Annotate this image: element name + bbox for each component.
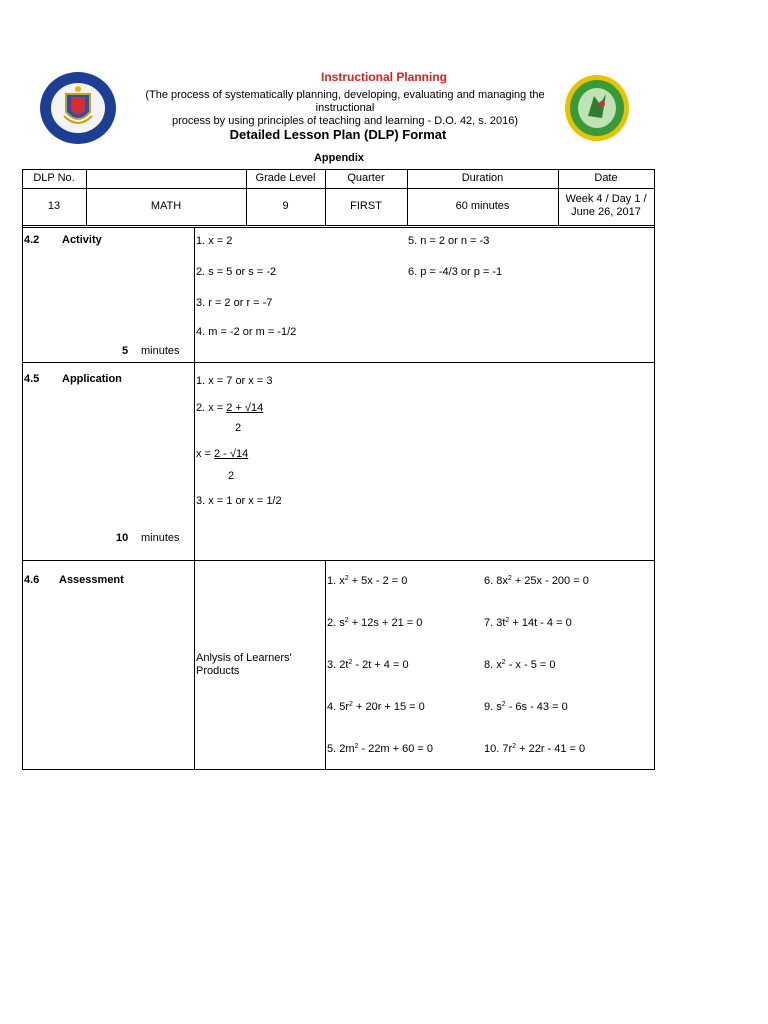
grade-level-value: 9 — [282, 200, 289, 212]
assessment-item: 9. $s^2 - 6s - 43 = 0$ — [484, 701, 568, 713]
table-border — [22, 225, 655, 226]
table-border — [22, 188, 655, 189]
header-grade-level: Grade Level — [255, 172, 316, 184]
table-border — [194, 227, 195, 770]
table-border — [325, 561, 326, 770]
table-border — [22, 362, 655, 363]
table-border — [22, 227, 655, 228]
activity-answer: 6. p = -4/3 or p = -1 — [408, 266, 503, 278]
activity-minutes-label: minutes — [141, 345, 180, 357]
assessment-item: 7. $3t^2 + 14t - 4 = 0$ — [484, 617, 572, 629]
learning-area: MATH — [150, 200, 182, 212]
header-quarter: Quarter — [347, 172, 385, 184]
assessment-item: 4. $5r^2 + 20r + 15 = 0$ — [327, 701, 425, 713]
assessment-item: 1. $x^2 + 5x - 2 = 0$ — [327, 575, 408, 587]
fraction-denominator: 2 — [235, 422, 242, 434]
assessment-item: 8. $x^2 - x - 5 = 0$ — [484, 659, 556, 671]
page-title: Instructional Planning — [320, 70, 447, 84]
table-border — [654, 169, 655, 770]
dlp-number: 13 — [47, 200, 61, 212]
table-border — [22, 560, 655, 561]
table-border — [22, 769, 655, 770]
assessment-item: 10. $7r^2 + 22r - 41 = 0$ — [484, 743, 586, 755]
header-dlp-no: DLP No. — [33, 172, 75, 184]
header-date: Date — [594, 172, 618, 184]
application-minutes-value: 10 — [116, 532, 129, 544]
activity-answer: 4. m = -2 or m = -1/2 — [196, 326, 297, 338]
activity-answer: 2. s = 5 or s = -2 — [196, 266, 277, 278]
activity-answer: 3. r = 2 or r = -7 — [196, 297, 273, 309]
page-description: (The process of systematically planning, developing, evaluating and managing the instructional process by using principles of teaching and learning - D.O. 42, s. 2016) — [145, 89, 545, 127]
activity-answer: 1. x = 2 — [196, 235, 233, 247]
duration-value: 60 minutes — [455, 200, 510, 212]
application-minutes-label: minutes — [141, 532, 180, 544]
application-number: 4.5 — [24, 373, 40, 385]
application-answer: 3. x = 1 or x = 1/2 — [196, 495, 282, 507]
table-border — [86, 169, 87, 226]
assessment-label: Assessment — [59, 574, 124, 586]
appendix-label: Appendix — [313, 152, 365, 164]
format-title: Detailed Lesson Plan (DLP) Format — [229, 127, 447, 142]
application-answer: 2. x = 2 + √14 — [196, 402, 264, 414]
table-border — [22, 169, 655, 170]
application-answer: x = 2 - √14 — [196, 448, 249, 460]
activity-number: 4.2 — [24, 234, 40, 246]
fraction-denominator: 2 — [228, 470, 235, 482]
assessment-method: Anlysis of Learners' Products — [196, 652, 292, 677]
assessment-item: 6. $8x^2 + 25x - 200 = 0$ — [484, 575, 589, 587]
activity-minutes-value: 5 — [122, 345, 129, 357]
date-value: Week 4 / Day 1 / June 26, 2017 — [565, 193, 647, 218]
activity-answer: 5. n = 2 or n = -3 — [408, 235, 490, 247]
assessment-item: 3. $2t^2 - 2t + 4 = 0$ — [327, 659, 409, 671]
table-border — [22, 169, 23, 770]
activity-label: Activity — [62, 234, 102, 246]
application-answer: 1. x = 7 or x = 3 — [196, 375, 273, 387]
quarter-value: FIRST — [350, 200, 382, 212]
assessment-number: 4.6 — [24, 574, 40, 586]
assessment-item: 2. $s^2 + 12s + 21 = 0$ — [327, 617, 423, 629]
assessment-item: 5. $2m^2 - 22m + 60 = 0$ — [327, 743, 434, 755]
application-label: Application — [62, 373, 122, 385]
header-duration: Duration — [461, 172, 504, 184]
